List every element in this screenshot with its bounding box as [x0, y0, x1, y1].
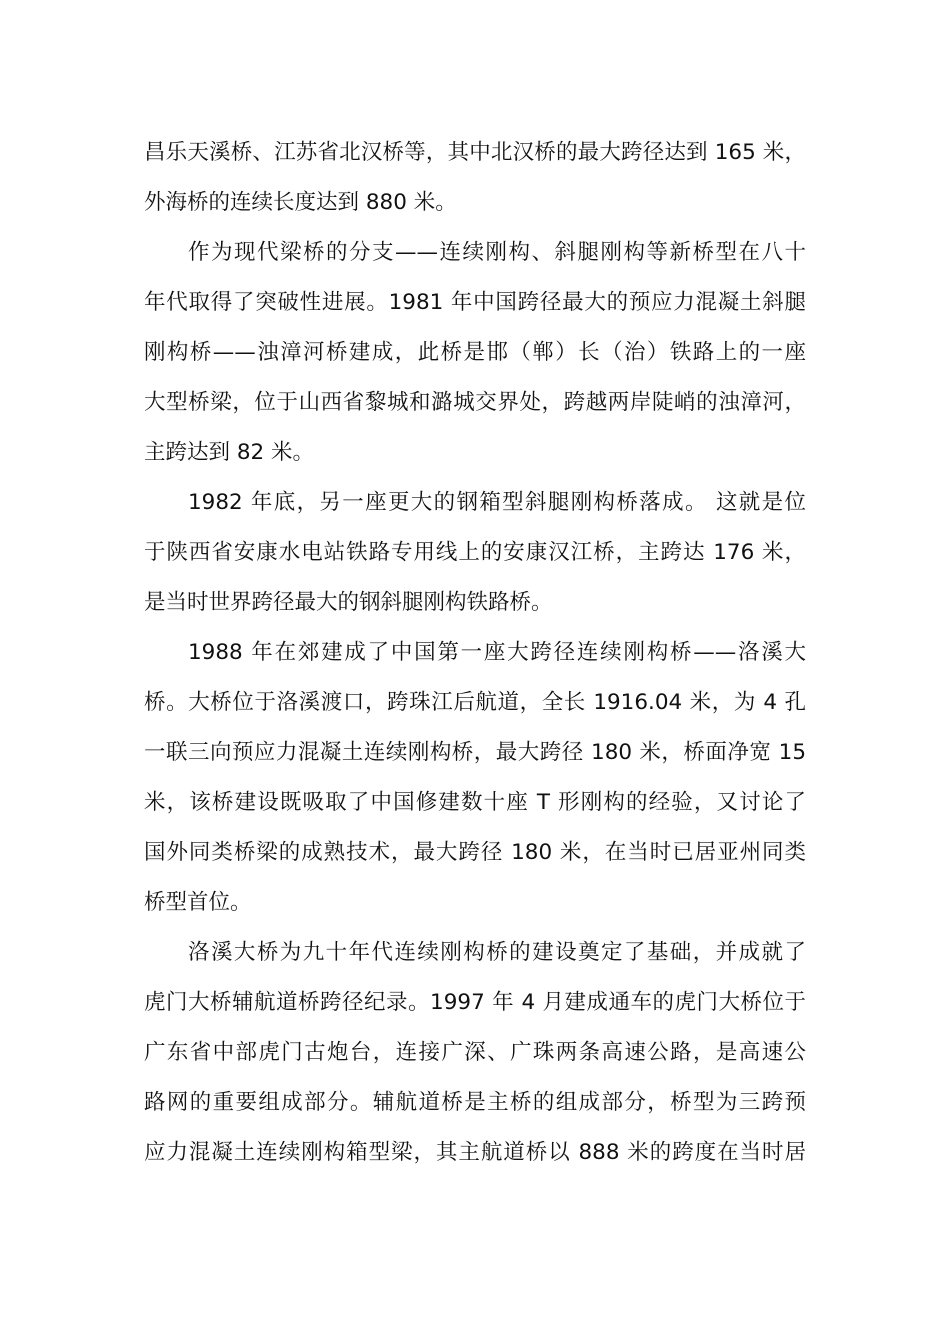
text-line: 1982 年底，另一座更大的钢箱型斜腿刚构桥落成。 这就是位 — [188, 490, 806, 515]
text-line: 大型桥梁，位于山西省黎城和潞城交界处，跨越两岸陡峭的浊漳河， — [144, 390, 806, 415]
text-line: 路网的重要组成部分。辅航道桥是主桥的组成部分，桥型为三跨预 — [144, 1090, 806, 1115]
text-line: 桥。大桥位于洛溪渡口，跨珠江后航道，全长 1916.04 米，为 4 孔 — [144, 690, 806, 715]
text-line: 于陕西省安康水电站铁路专用线上的安康汉江桥，主跨达 176 米， — [144, 540, 806, 565]
text-line: 昌乐天溪桥、江苏省北汉桥等，其中北汉桥的最大跨径达到 165 米， — [144, 140, 806, 165]
document-body — [144, 128, 806, 1178]
text-line: 外海桥的连续长度达到 880 米。 — [144, 190, 457, 215]
text-line: 主跨达到 82 米。 — [144, 440, 315, 465]
text-line: 一联三向预应力混凝土连续刚构桥，最大跨径 180 米，桥面净宽 15 — [144, 740, 806, 765]
text-line: 国外同类桥梁的成熟技术，最大跨径 180 米，在当时已居亚州同类 — [144, 840, 806, 865]
text-line: 作为现代梁桥的分支——连续刚构、斜腿刚构等新桥型在八十 — [188, 240, 806, 265]
text-line: 应力混凝土连续刚构箱型梁，其主航道桥以 888 米的跨度在当时居 — [144, 1140, 806, 1165]
text-line: 年代取得了突破性进展。1981 年中国跨径最大的预应力混凝土斜腿 — [144, 290, 806, 315]
text-line: 1988 年在郊建成了中国第一座大跨径连续刚构桥——洛溪大 — [188, 640, 806, 665]
text-line: 米，该桥建设既吸取了中国修建数十座 T 形刚构的经验，又讨论了 — [144, 790, 806, 815]
text-line: 刚构桥——浊漳河桥建成，此桥是邯（郸）长（治）铁路上的一座 — [144, 340, 806, 365]
text-line: 是当时世界跨径最大的钢斜腿刚构铁路桥。 — [144, 590, 553, 615]
text-line: 虎门大桥辅航道桥跨径纪录。1997 年 4 月建成通车的虎门大桥位于 — [144, 990, 806, 1015]
text-line: 桥型首位。 — [144, 890, 252, 915]
text-line: 广东省中部虎门古炮台，连接广深、广珠两条高速公路，是高速公 — [144, 1040, 806, 1065]
text-line: 洛溪大桥为九十年代连续刚构桥的建设奠定了基础，并成就了 — [188, 940, 806, 965]
